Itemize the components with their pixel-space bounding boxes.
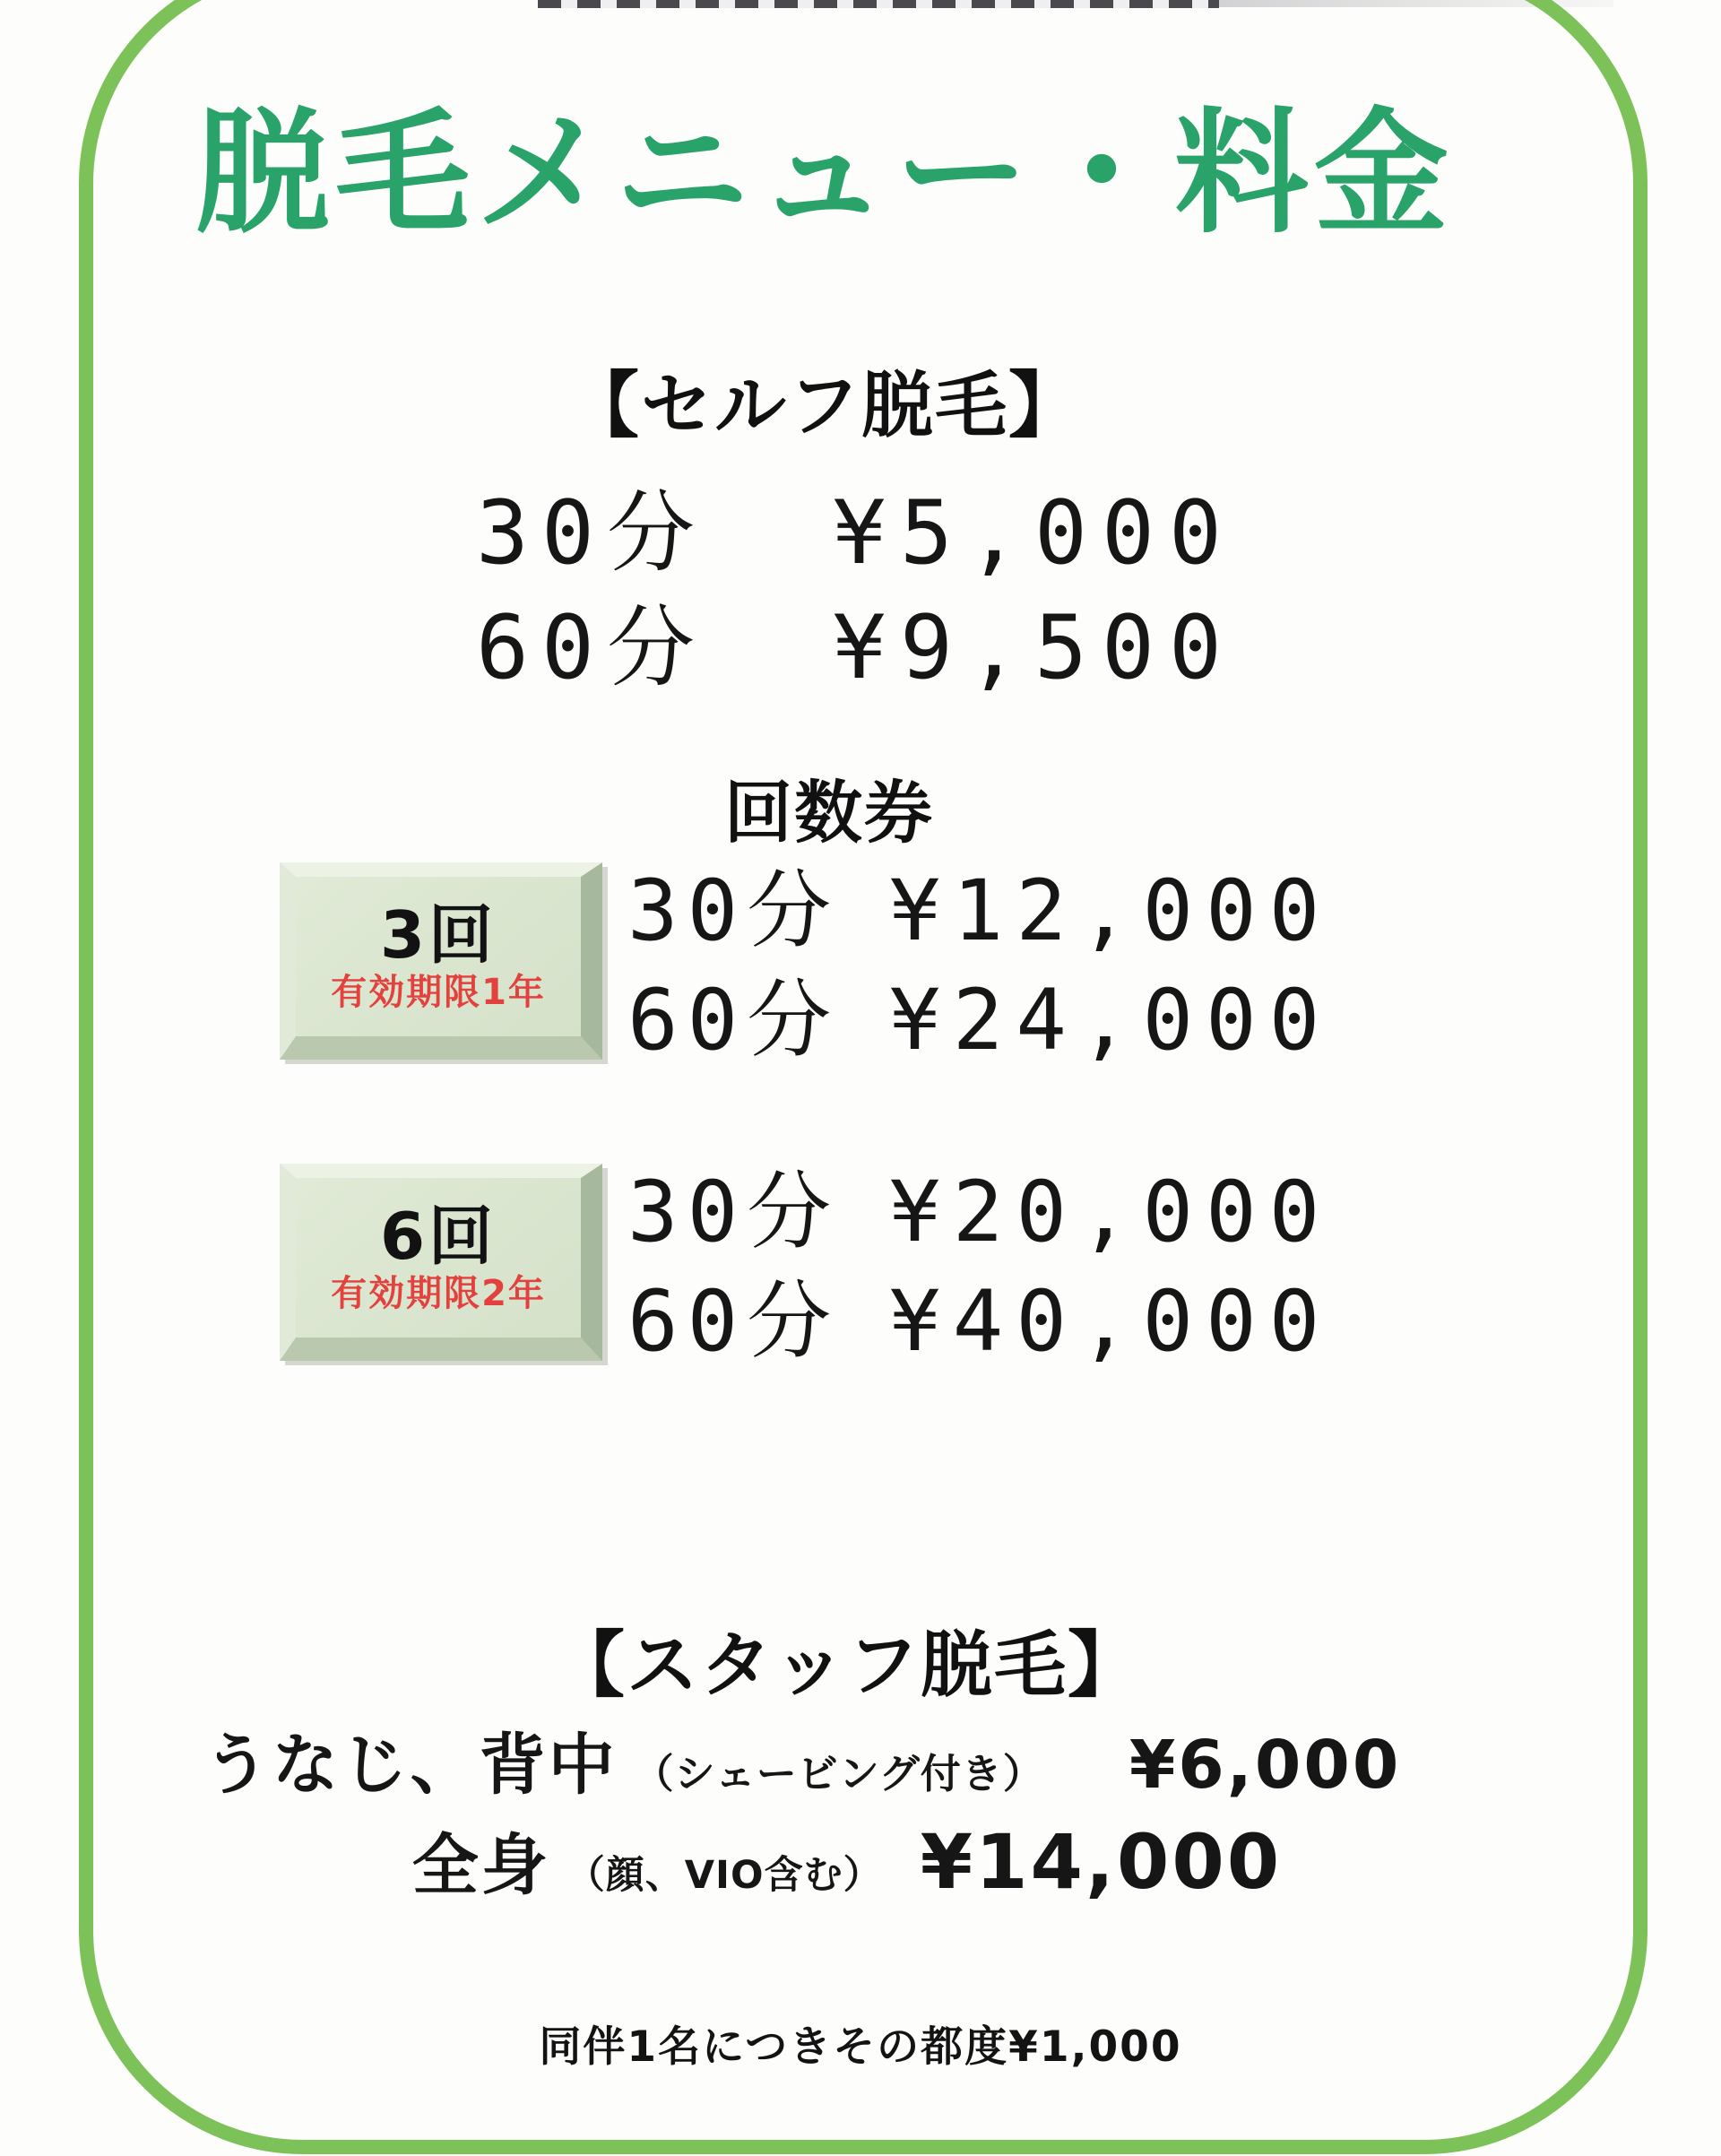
ticket-6-price-list bbox=[627, 1164, 1333, 1371]
duration-label: 30分 bbox=[627, 862, 841, 960]
price-value: ¥40,000 bbox=[889, 1273, 1333, 1371]
ticket-3-price-list bbox=[627, 862, 1333, 1069]
duration-label: 60分 bbox=[627, 972, 841, 1069]
price-value: ¥5,000 bbox=[833, 482, 1237, 584]
duration-label: 30分 bbox=[475, 482, 707, 584]
duration-label: 30分 bbox=[627, 1164, 841, 1261]
ticket-price-row bbox=[627, 1164, 1333, 1261]
ticket-3-times-keycap bbox=[280, 862, 602, 1060]
self-section-heading: 【セルフ脱毛】 bbox=[567, 364, 1082, 447]
ticket-price-row bbox=[627, 862, 1333, 960]
self-price-row bbox=[0, 463, 1712, 589]
service-name: うなじ、背中 bbox=[203, 1727, 618, 1804]
scan-artifact bbox=[538, 0, 1219, 8]
page-title: 脱毛メニュー・料金 bbox=[195, 96, 1454, 252]
service-note: （顔、VIO含む） bbox=[566, 1853, 883, 1898]
scan-artifact bbox=[1219, 0, 1613, 7]
duration-label: 60分 bbox=[627, 1273, 841, 1371]
ticket-price-row bbox=[627, 1273, 1333, 1371]
self-price-row bbox=[0, 577, 1712, 704]
staff-price-row bbox=[0, 1712, 1604, 1807]
ticket-validity-label: 有効期限1年 bbox=[331, 972, 546, 1013]
ticket-section-heading: 回数券 bbox=[724, 773, 934, 853]
price-value: ¥14,000 bbox=[920, 1818, 1283, 1906]
service-name: 全身 bbox=[411, 1827, 550, 1904]
staff-section-heading: 【スタッフ脱毛】 bbox=[553, 1623, 1141, 1707]
price-value: ¥12,000 bbox=[889, 862, 1333, 960]
ticket-validity-label: 有効期限2年 bbox=[331, 1273, 546, 1314]
duration-label: 60分 bbox=[475, 597, 707, 699]
companion-fee-note: 同伴1名につきその都度¥1,000 bbox=[539, 2022, 1182, 2072]
ticket-count-label: 3回 bbox=[379, 897, 497, 973]
staff-price-row bbox=[0, 1813, 1694, 1908]
price-value: ¥9,500 bbox=[833, 597, 1237, 699]
ticket-count-label: 6回 bbox=[379, 1199, 497, 1274]
price-value: ¥24,000 bbox=[889, 972, 1333, 1069]
ticket-6-times-keycap bbox=[280, 1164, 602, 1361]
service-note: （シェービング付き） bbox=[633, 1750, 1044, 1797]
ticket-price-row bbox=[627, 972, 1333, 1069]
price-value: ¥6,000 bbox=[1129, 1727, 1402, 1804]
price-value: ¥20,000 bbox=[889, 1164, 1333, 1261]
